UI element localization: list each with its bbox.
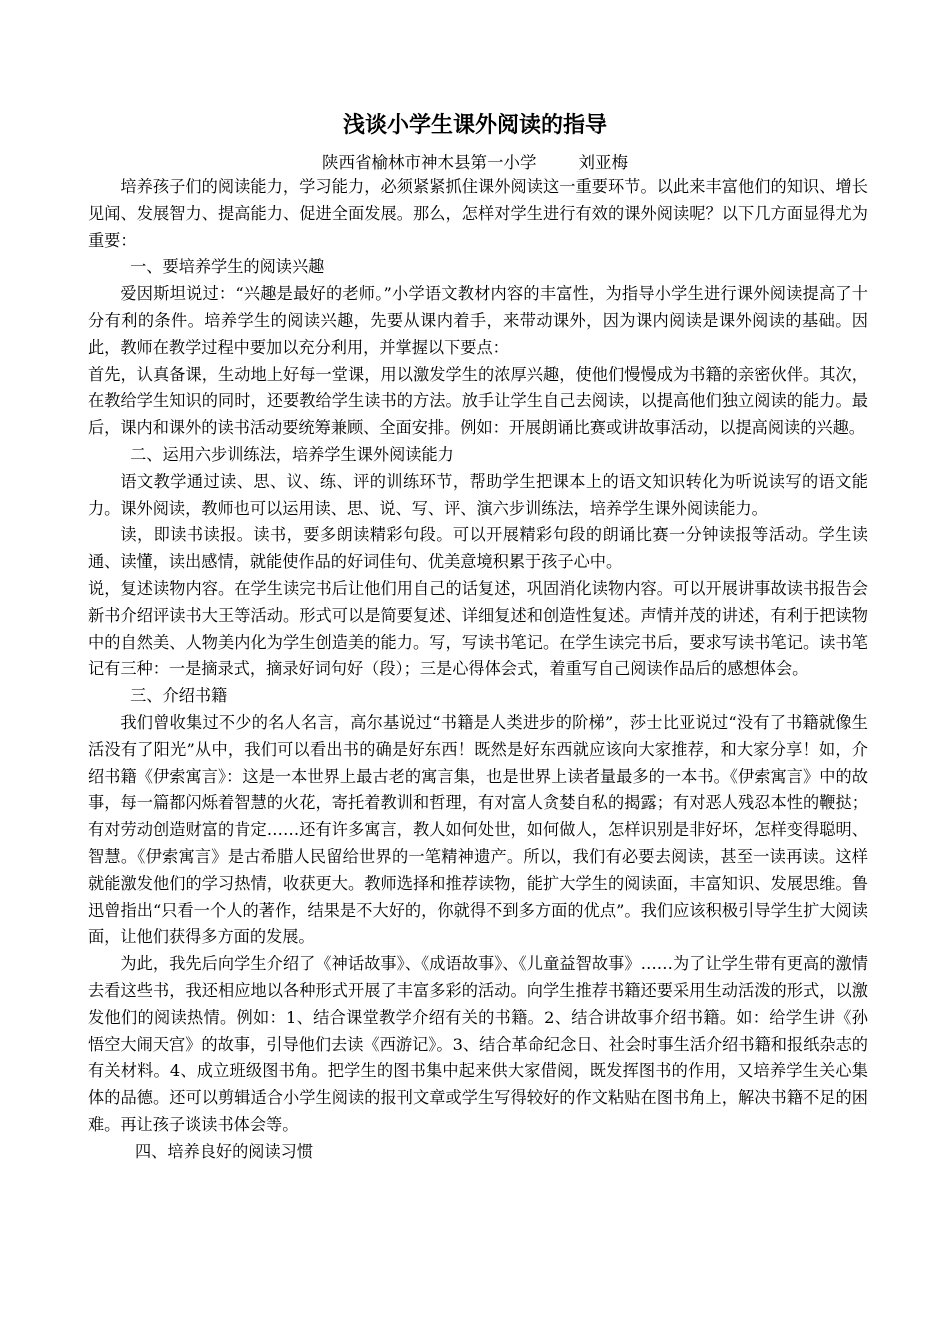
paragraph-speaking-writing: 说，复述读物内容。在学生读完书后让他们用自己的话复述，巩固消化读物内容。可以开展讲事故读书报告会新书介绍评读书大王等活动。形式可以是简要复述、详细复述和创造性复述。声情并茂的讲述，有利于把读物中的自然美、人物美内化为学生创造美的能力。写，写读书笔记。在学生读完书后，要求写读书笔记。读书笔记有三种：一是摘录式，摘录好词句好（段）；三是心得体会式，着重写自己阅读作品后的感想体会。: [88, 578, 868, 679]
paragraph-books: 我们曾收集过不少的名人名言，高尔基说过“书籍是人类进步的阶梯”，莎士比亚说过“没有了书籍就像生活没有了阳光”从中，我们可以看出书的确是好东西！既然是好东西就应该向大家推荐，和大家分享！如，介绍书籍《伊索寓言》：这是一本世界上最古老的寓言集，也是世界上读者量最多的一本书。《伊索寓言》中的故事，每一篇都闪烁着智慧的火花，寄托着教训和哲理，有对富人贪婪自私的揭露；有对恶人残忍本性的鞭挞；有对劳动创造财富的肯定……还有许多寓言，教人如何处世，如何做人，怎样识别是非好坏，怎样变得聪明、智慧。《伊索寓言》是古希腊人民留给世界的一笔精神遗产。所以，我们有必要去阅读，甚至一读再读。这样就能激发他们的学习热情，收获更大。教师选择和推荐读物，能扩大学生的阅读面，丰富知识、发展思维。鲁迅曾指出“只看一个人的著作，结果是不大好的，你就得不到多方面的优点”。我们应该积极引导学生扩大阅读面，让他们获得多方面的发展。: [88, 712, 868, 947]
paragraph-reading: 读，即读书读报。读书，要多朗读精彩句段。可以开展精彩句段的朗诵比赛一分钟读报等活动。学生读通、读懂，读出感情，就能使作品的好词佳句、优美意境积累于孩子心中。: [88, 525, 868, 572]
document-title: 浅谈小学生课外阅读的指导: [342, 113, 607, 138]
paragraph-interest-points: 首先，认真备课，生动地上好每一堂课，用以激发学生的浓厚兴趣，使他们慢慢成为书籍的亲密伙伴。其次，在教给学生知识的同时，还要教给学生读书的方法。放手让学生自己去阅读，以提高他们独立阅读的能力。最后，课内和课外的读书活动要统筹兼顾、全面安排。例如：开展朗诵比赛或讲故事活动，以提高阅读的兴趣。: [88, 364, 868, 438]
paragraph-six-steps: 语文教学通过读、思、议、练、评的训练环节，帮助学生把课本上的语文知识转化为听说读写的语文能力。课外阅读，教师也可以运用读、思、说、写、评、演六步训练法，培养学生课外阅读能力。: [88, 471, 868, 518]
section-heading-2: 二、运用六步训练法，培养学生课外阅读能力: [130, 444, 454, 464]
paragraph-interest: 爱因斯坦说过：“兴趣是最好的老师。”小学语文教材内容的丰富性，为指导小学生进行课外阅读提高了十分有利的条件。培养学生的阅读兴趣，先要从课内着手，来带动课外，因为课内阅读是课外阅读的基础。因此，教师在教学过程中要加以充分利用，并掌握以下要点：: [88, 284, 868, 357]
section-heading-4: 四、培养良好的阅读习惯: [134, 1141, 314, 1161]
section-heading-1: 一、要培养学生的阅读兴趣: [130, 257, 325, 277]
document-body: [88, 174, 868, 1165]
paragraph-recommend: 为此，我先后向学生介绍了《神话故事》、《成语故事》、《儿童益智故事》……为了让学生带有更高的激情去看这些书，我还相应地以各种形式开展了丰富多彩的活动。向学生推荐书籍还要采用生动活泼的形式，以激发他们的阅读热情。例如：1、结合课堂教学介绍有关的书籍。2、结合讲故事介绍书籍。如：给学生讲《孙悟空大闹天宫》的故事，引导他们去读《西游记》。3、结合革命纪念日、社会时事生活介绍书籍和报纸杂志的有关材料。4、成立班级图书角。把学生的图书集中起来供大家借阅，既发挥图书的作用，又培养学生关心集体的品德。还可以剪辑适合小学生阅读的报刊文章或学生写得较好的作文粘贴在图书角上，解决书籍不足的困难。再让孩子谈读书体会等。: [88, 954, 868, 1134]
intro-paragraph: 培养孩子们的阅读能力，学习能力，必须紧紧抓住课外阅读这一重要环节。以此来丰富他们的知识、增长见闻、发展智力、提高能力、促进全面发展。那么，怎样对学生进行有效的课外阅读呢？以下几方面显得尤为重要：: [88, 177, 868, 250]
section-heading-3: 三、介绍书籍: [130, 686, 228, 706]
author-byline: 陕西省榆林市神木县第一小学 刘亚梅: [322, 153, 628, 172]
